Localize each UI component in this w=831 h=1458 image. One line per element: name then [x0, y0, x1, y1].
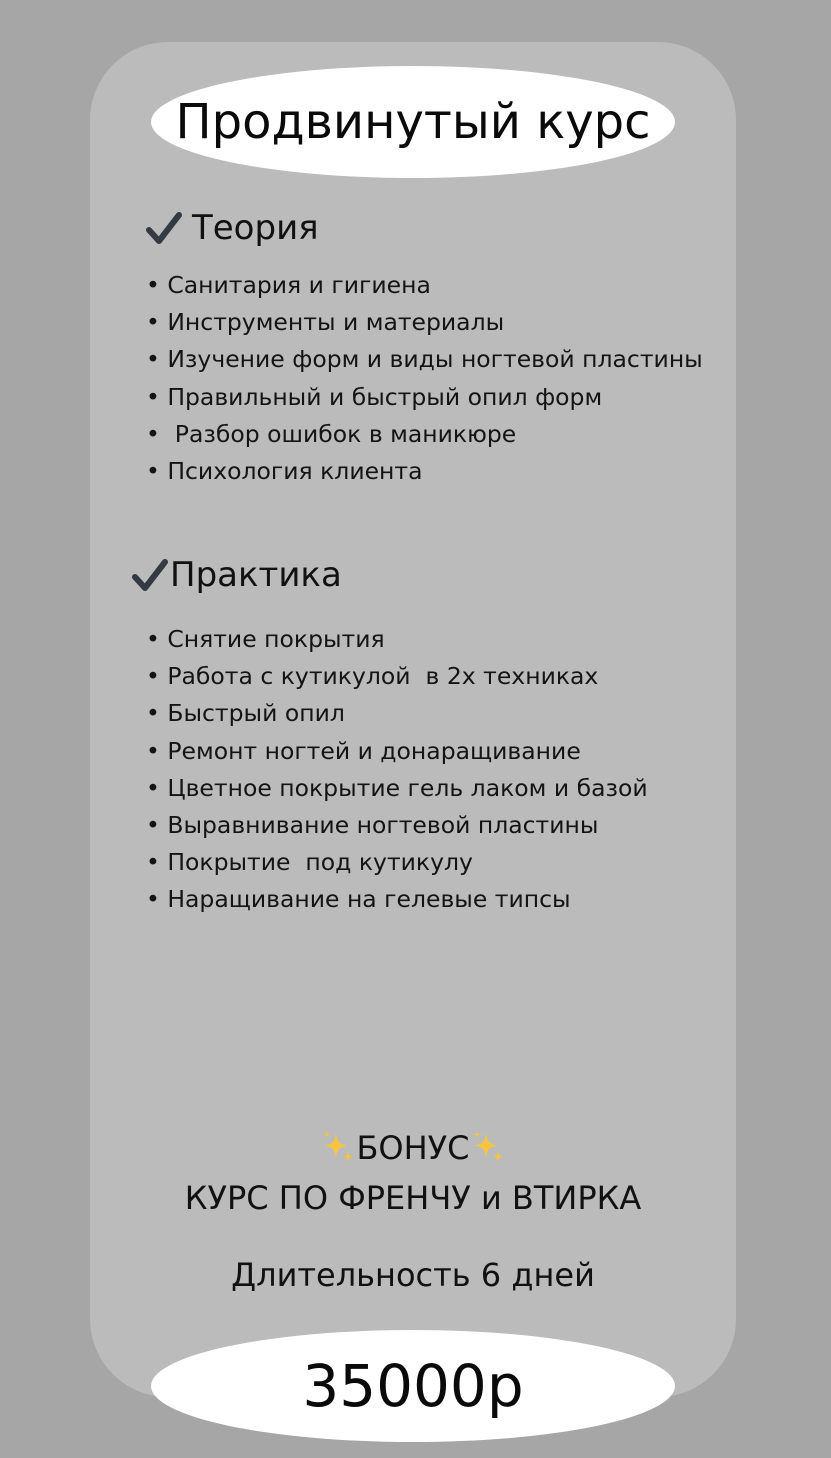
- bonus-title: [90, 1126, 736, 1170]
- list-item: • Наращивание на гелевые типсы: [146, 885, 571, 914]
- list-item: • Цветное покрытие гель лаком и базой: [146, 773, 648, 802]
- list-item: • Психология клиента: [146, 457, 423, 486]
- course-duration: Длительность 6 дней: [231, 1256, 595, 1294]
- practice-list: [146, 621, 648, 919]
- list-item: • Снятие покрытия: [146, 625, 385, 653]
- practice-heading-label: Практика: [170, 555, 342, 595]
- list-item: • Выравнивание ногтевой пластины: [146, 811, 599, 840]
- sparkles-icon: [470, 1129, 506, 1165]
- list-item: • Санитария и гигиена: [146, 271, 431, 299]
- theory-heading: [146, 208, 319, 248]
- bonus-subtitle: КУРС ПО ФРЕНЧУ и ВТИРКА: [184, 1179, 642, 1217]
- practice-heading: [132, 555, 342, 595]
- list-item: • Работа с кутикулой в 2х техниках: [146, 662, 599, 691]
- list-item: • Правильный и быстрый опил форм: [146, 382, 603, 411]
- course-price: 35000р: [302, 1352, 524, 1420]
- check-icon: [146, 211, 182, 245]
- list-item: • Быстрый опил: [146, 699, 345, 728]
- check-icon: [132, 558, 168, 592]
- list-item: • Разбор ошибок в маникюре: [146, 419, 517, 448]
- sparkles-icon: [320, 1129, 356, 1165]
- theory-list: [146, 267, 703, 490]
- theory-heading-label: Теория: [192, 208, 319, 248]
- title-oval: [151, 66, 675, 178]
- list-item: • Инструменты и материалы: [146, 308, 505, 337]
- price-oval: [151, 1330, 675, 1442]
- list-item: • Покрытие под кутикулу: [146, 848, 473, 877]
- course-title: Продвинутый курс: [175, 94, 651, 150]
- list-item: • Изучение форм и виды ногтевой пластины: [146, 345, 703, 374]
- bonus-label: БОНУС: [356, 1129, 470, 1167]
- list-item: • Ремонт ногтей и донаращивание: [146, 736, 581, 765]
